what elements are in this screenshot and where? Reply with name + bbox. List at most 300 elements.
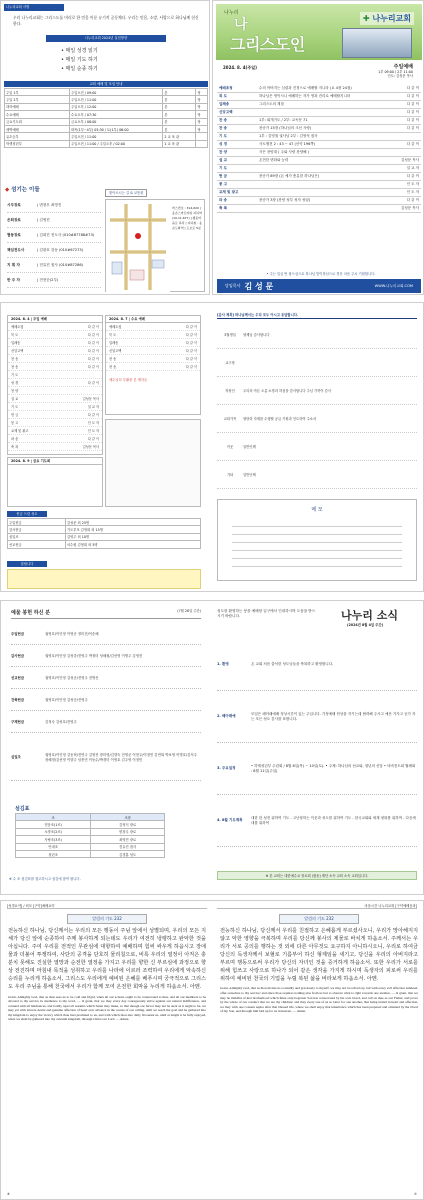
thanks-text: 우리의 아픈 오름 소망과 하심을 감사합니다 주님 가까이 감사 (243, 389, 332, 393)
news-key: 2. 헤아래예 (217, 714, 236, 718)
vision-item: • 매일 순종 하기 (61, 66, 98, 72)
order-key: 예배초청 (219, 86, 233, 90)
mini-who: 다 같 이 (185, 341, 197, 345)
mini-key: 찬 송 (11, 357, 19, 361)
thanks-key: 교회가족 (223, 417, 237, 421)
order-key: 기 도 (219, 166, 227, 170)
mini-who: 다 같 이 (87, 365, 99, 369)
prayer-korean-right: 전능하신 하나님, 당신께서 우리를 친절하고 은혜롭게 부르셨사오니, 우리가 망아해지지 않고 악한 영향을 극복하며 우리를 당신께 봉사의 제물로 바치게 하옵소서. 주께서는 우리가 서로 공의를 행하는 것 외에 다른 아무것도 요구하지 아니하시오니, 우리로 하여금 당신의 독생자께서 보혈로 기름부어 하신 형제임을 새기고, 당신을 우리의 아버지라고 부르며 행동으로써 우리가 당신의 자녀인 것을 증거하게 하옵소서. 또한 우리가 서로를 위해 힘쓰고 사랑으로 하나가 되어 같은 생각을 가지게 하시며 독생자의 피로써 우리를 위하여 예비된 천국의 기업을 누릴 복된 삶을 바라보게 하옵소서. 아멘. (220, 928, 418, 983)
fri-head: 2024. 8. 9 | 금요 기도회 (8, 458, 102, 465)
mini-key: 찬 양 (11, 389, 19, 393)
staff-names: | 전현순(2부) (37, 277, 59, 282)
schedule-cell: 유초등부 (5, 133, 70, 140)
mini-order-row (106, 355, 200, 363)
mini-key: 예배초청 (109, 325, 122, 329)
schedule-cell: 본 (163, 118, 196, 125)
mini-who: 인 도 자 (87, 429, 99, 433)
website-link[interactable]: WWW.나누리교회.COM (374, 283, 413, 288)
prayer-title-right: 알림의 기도 232 (279, 914, 359, 924)
news-date: (2024년 8월 4일 주간) (347, 623, 384, 627)
order-who: 다 같 이 (406, 110, 419, 114)
mini-order-row (8, 339, 102, 347)
order-content: 찬송가 89장 (돈 예가 충분한 하나님은) (259, 174, 320, 178)
gifts-date: (7월 28일 주간) (177, 609, 201, 613)
extra-box (105, 419, 201, 507)
order-row (217, 197, 421, 205)
news-row (217, 795, 417, 847)
schedule-cell: 당 (196, 96, 208, 103)
mini-order-row (8, 419, 102, 427)
serve-cell: 전유진 집사 (91, 843, 165, 850)
news-key: 1. 환영 (217, 662, 229, 666)
staff-role: 책임전도사 (7, 247, 25, 252)
schedule-row (5, 133, 208, 140)
schedule-cell: 당 (196, 103, 208, 110)
schedule-cell: 화목(1부~4부) 05:30 / 토(1부) 06:00 (69, 125, 162, 132)
mini-who: 김성문 목사 (82, 445, 99, 449)
order-key: 봉 고 (219, 182, 227, 186)
order-key: 교제 및 광고 (219, 190, 239, 194)
gift-type: 주일헌금 (11, 632, 25, 636)
order-key: 기 도 (219, 134, 227, 138)
mini-order-row (8, 363, 102, 371)
mini-order-row (8, 355, 102, 363)
wednesday-service-box (105, 315, 201, 415)
schedule-cell: 본 (163, 89, 196, 96)
offering-table (7, 518, 201, 549)
mission-title: 나누리교회 사명 (4, 4, 64, 11)
serve-cell: 변창우 장로 (91, 828, 165, 835)
order-row (217, 125, 421, 133)
schedule-table (4, 88, 208, 148)
mini-key: 묵 도 (109, 333, 117, 337)
staff-role: 반 주 자 (7, 277, 20, 282)
staff-row (7, 213, 101, 228)
order-key: 묵 도 (219, 94, 227, 98)
mini-who: 김성문 목사 (82, 397, 99, 401)
news-footer-note: ※ 본 교회는 대한예수교 장로회 (합동) 제단 소속 교회 소속 교회입니다. (217, 871, 417, 880)
schedule-cell: 당 (196, 111, 208, 118)
order-row (217, 189, 421, 197)
schedule-cell: 금요오후 / 08:00 (69, 118, 162, 125)
schedule-cell: 수요오후 / 07:30 (69, 111, 162, 118)
thanks-row (217, 405, 417, 433)
thanks-text: 일반인께 (243, 445, 256, 449)
news-heading: 나누리 소식 (341, 609, 398, 622)
mini-order-row (8, 435, 102, 443)
gifts-title: 예물 봉헌 하신 분 (11, 610, 51, 616)
bulletin-page-inner-1 (0, 302, 424, 592)
offer-names: 김성문 외 25명 (65, 519, 200, 526)
schedule-cell: 본 (163, 111, 196, 118)
sermon-title: 예수님의 부활을 본 제자들 (109, 378, 148, 382)
staff-names: | 김광호 강동 (010#67273) (37, 247, 84, 252)
order-row (217, 85, 421, 93)
thanks-text: 형제님 감사합니다 (243, 333, 270, 337)
order-key: 신앙고백 (219, 110, 233, 114)
news-row (217, 639, 417, 691)
mini-order-row (106, 347, 200, 355)
thanks-key: 교구장 (225, 361, 235, 365)
mini-who: 다 같 이 (87, 341, 99, 345)
page-number-right: ① (414, 1191, 417, 1196)
mini-order-row (8, 347, 102, 355)
gift-type: 건축헌금 (11, 698, 25, 702)
gift-row (11, 711, 201, 733)
cover-banner (216, 4, 422, 60)
prayer-left-top: [성경요약] / 외모 [구약]예배요약 (7, 904, 207, 909)
order-who: 인 도 자 (406, 182, 419, 186)
mini-order-row (8, 395, 102, 403)
staff-row (7, 258, 101, 273)
notice-title: 알립니다 (7, 561, 47, 567)
order-row (217, 149, 421, 157)
order-key: 성 경 (219, 142, 227, 146)
service-times: 1부 09:00 / 2부 11:00 (378, 70, 413, 74)
schedule-row (5, 118, 208, 125)
staff-row (7, 198, 101, 213)
schedule-cell: 주일오전 / 11:00 (69, 96, 162, 103)
service-label: 주일예배 (393, 64, 413, 70)
schedule-cell: 수요예배 (5, 111, 70, 118)
vision-list (61, 47, 161, 74)
mini-key: 묵 도 (11, 333, 19, 337)
serve-cell: 소망조(2조) (16, 828, 91, 835)
mini-key: 기 도 (11, 405, 19, 409)
schedule-cell: 주일 1부 (5, 89, 70, 96)
order-row (217, 93, 421, 101)
offer-title: 헌금 드린 성도 (7, 511, 47, 517)
serve-head-cell: 조 (16, 814, 91, 821)
mini-order-row (106, 323, 200, 331)
order-row (217, 205, 421, 213)
prayer-english-left: Grant, Almighty God, that as thou sees us to be cold and frigid, when all our actions ought to be consecrated to thee, and all our members to be devoted to thy service in obedience to thy word, — O grant, that we may every day courageously strive against our natural indifference, and contend with all hindrances, and boldly repel all assaults which Satan may make, so that though our fervor may not be such as it ought to be, we may yet with sincere desire and genuine affection of heart ever advance in the course of our calling, until we reach the goal and be gathered into thy kingdom to enjoy the victory which thou hast promised to us, and with which thou also daily favourest us, until at length it be fully enjoyed, when we shall be gathered into thy celestial kingdom, through Christ our Lord. — Amen. (8, 994, 206, 1022)
mini-key: 예배초청 (11, 325, 24, 329)
order-key: 축 복 (219, 206, 227, 210)
serve-head-row (16, 814, 165, 821)
schedule-cell: 주일오전 / 11:00 / 주일오후 / 02:00 (69, 140, 162, 147)
serve-row (16, 821, 165, 828)
thanks-row (217, 349, 417, 377)
order-content: 1부: 회개기도 / 2부: 교독문 71 (259, 118, 308, 122)
mini-order-row (8, 387, 102, 395)
news-text: • 하계성년부 수련회 / 8월 8일(목) ~ 10일(토). • 주제: 하나님의 선교와, 청년의 신앙 • 낙비전도회 월례회 : 8월 11일(주일) (251, 763, 416, 773)
staff-list (7, 198, 101, 288)
schedule-cell: 금요기도회 (5, 118, 70, 125)
vision-title: 나누리교회 2024년 실천방향 (46, 35, 166, 42)
mini-key: 찬 송 (109, 365, 117, 369)
sunday-service-box (7, 315, 103, 455)
gift-list (11, 623, 201, 781)
mini-order-row (8, 331, 102, 339)
closing-note: • 주는 일곱 번 참으심으로 하나님 맞이하심으로 경운 마음 주시 기원합니다. (266, 272, 376, 276)
bulletin-page-front-left (0, 0, 210, 295)
offer-type: 주일헌금 (8, 519, 66, 526)
sunday-mini-order (8, 323, 102, 451)
schedule-cell: 주일 2부 (5, 96, 70, 103)
schedule-row (5, 140, 208, 147)
schedule-cell (196, 140, 208, 147)
mini-who: 다 같 이 (87, 437, 99, 441)
page-number-left: ④ (7, 1191, 10, 1196)
order-who: 인 도 자 (406, 190, 419, 194)
order-content: 그리스도의 계절 (259, 102, 284, 106)
serve-table (15, 813, 165, 858)
mini-who: 다 같 이 (185, 365, 197, 369)
mini-who: 다 같 이 (185, 333, 197, 337)
mini-order-row (8, 403, 102, 411)
gift-type: 감사헌금 (11, 654, 25, 658)
order-content: 하나님은 영이시니 예배하는 자가 영과 진리로 예배할지니라 (259, 94, 351, 98)
offer-type: 감사헌금 (8, 526, 66, 533)
map-panel (105, 199, 205, 292)
schedule-cell: 2 교 육 관 (163, 133, 196, 140)
order-content: 찬송가 15장 (하나님의 크신 사랑) (259, 126, 312, 130)
schedule-row (5, 89, 208, 96)
friday-service-box (7, 457, 103, 507)
schedule-cell: 주일오후 / 12:00 (69, 103, 162, 110)
mini-order-row (8, 379, 102, 387)
thanks-list (217, 321, 417, 489)
staff-role: 협동장로 (7, 232, 21, 237)
serve-cell: 안내조 (16, 843, 91, 850)
order-row (217, 117, 421, 125)
order-content: 찬송가 3장 (찬양 성부 성자 성령) (259, 198, 311, 202)
schedule-row (5, 111, 208, 118)
mini-who: 다 같 이 (87, 333, 99, 337)
serve-cell: 최영진 장로 (91, 836, 165, 843)
news-key: 4. 8월 기도제목 (217, 818, 243, 822)
map-info: 버스번호 : 314,620 | 송촌스마트타워 지하역 (10,11,677) | 행운마을로 하차 | 지하철 : 송촌도화역 | 도보로 5분 (172, 206, 202, 231)
order-content: 수의 아버지는 심령과 진정으로 예배할 지니라 (요 4장 24절) (259, 86, 352, 90)
mini-order-row (8, 443, 102, 451)
news-text: 온 교회 처음 출석한 성도님들을 축복하고 환영합니다. (251, 662, 334, 666)
wed-head: 2024. 8. 7 | 수요 예배 (106, 316, 200, 323)
prayer-title-left: 알림의 기도 232 (67, 914, 147, 924)
mini-order-row (8, 427, 102, 435)
serve-row (16, 843, 165, 850)
mini-key: 찬 송 (11, 365, 19, 369)
vision-item: • 매일 기도 하기 (61, 57, 98, 63)
mini-who: 다 같 이 (185, 325, 197, 329)
gift-type: 구제헌금 (11, 720, 25, 724)
banner-title-na: 나 (234, 17, 248, 33)
mini-who: 설 교 자 (87, 405, 99, 409)
order-key: 헌 금 (219, 174, 227, 178)
serve-row (16, 850, 165, 857)
bulletin-page-inner-2 (0, 600, 424, 895)
mini-key: 찬 송 (109, 357, 117, 361)
mini-key: 파 송 (11, 437, 19, 441)
order-row (217, 109, 421, 117)
pastor-label: 담임목사 (225, 283, 241, 288)
mini-order-row (106, 363, 200, 371)
staff-names: | 전유진 집사 (010#87286) (37, 262, 84, 267)
mini-key: 입례송 (11, 341, 21, 345)
gift-type: 선교헌금 (11, 676, 25, 680)
order-row (217, 165, 421, 173)
serve-cell: 믿음조(1조) (16, 821, 91, 828)
mini-order-row (8, 371, 102, 379)
mini-key: 축 복 (11, 445, 19, 449)
order-who: 김성문 목사 (400, 206, 419, 210)
gift-row (11, 733, 201, 781)
schedule-title: 교회 예배 및 모임 안내 (4, 81, 208, 87)
schedule-cell: 당 (196, 118, 208, 125)
gift-type: 십일조 (11, 755, 21, 759)
church-logo-icon: ✚ (362, 14, 370, 23)
order-who: 다 같 이 (406, 118, 419, 122)
mini-key: 신앙고백 (11, 349, 24, 353)
schedule-row (5, 96, 208, 103)
gift-names: 권영호/이인영 김성준/전영주 (45, 698, 88, 702)
service-date: 2024. 8. 4(주일) (223, 65, 257, 70)
mini-key: 신앙고백 (109, 349, 122, 353)
serve-row (16, 836, 165, 843)
thanks-row (217, 433, 417, 461)
staff-role: 은퇴장로 (7, 217, 21, 222)
memo-box (217, 499, 417, 581)
mini-who: 다 같 이 (185, 349, 197, 353)
offer-row (8, 526, 201, 533)
church-location-map (106, 200, 170, 292)
order-who: 다 같 이 (406, 86, 419, 90)
gift-names: 권영호/이인영 김성준/전영주 전명신 (45, 676, 99, 680)
thanks-key: 이웃 (226, 445, 234, 449)
mini-who: 다 같 이 (87, 325, 99, 329)
staff-title-text: 섬기는 이들 (11, 187, 40, 193)
news-key: 3. 주요일정 (217, 766, 236, 770)
thanks-key: 기타 (226, 473, 234, 477)
order-who: 설 교 자 (406, 166, 419, 170)
order-row (217, 141, 421, 149)
heart-icon: ◆ (5, 187, 10, 193)
staff-role: 시무장로 (7, 202, 21, 207)
gift-names: 권영호/이인영 김동혁/전연주 김영진 장미영/김향숙 전영준 이현주/이정민 김연희 박보영 이명호/김석주 장혜정/김선영 이향주 임종민 이동수/박경미 이영호 김주영 이정민 (45, 752, 197, 762)
order-who: 다 같 이 (406, 142, 419, 146)
offer-names: 김영주 외 10명 (65, 533, 200, 540)
order-who: 다 같 이 (406, 174, 419, 178)
mini-order-row (8, 411, 102, 419)
mini-who: 다 같 이 (185, 357, 197, 361)
schedule-cell: 학생청년부 (5, 140, 70, 147)
news-intro: 성도를 환영하는 봉을 예배당 입구에서 인내하시며 도움을 받으시기 바랍니다. (217, 609, 316, 618)
pastor-footer (217, 279, 421, 293)
wed-mini-order (106, 323, 200, 371)
vision-item: • 매일 성경 읽기 (61, 48, 98, 54)
pastor-name: 김 성 문 (244, 281, 274, 291)
mini-key: 헌 금 (11, 413, 19, 417)
church-pin-icon (135, 233, 141, 239)
schedule-cell: 1 교 육 관 (163, 140, 196, 147)
service-leader: 인도: 김성문 목사 (387, 74, 413, 79)
schedule-cell: 주일오전 / 11:00 (69, 133, 162, 140)
banner-title-main: 그리스도인 (230, 35, 305, 54)
thanks-key: 3월생일 (224, 333, 236, 337)
church-logo (360, 12, 414, 25)
thanks-row (217, 461, 417, 489)
mini-who: 인 도 자 (87, 421, 99, 425)
thanks-head: [감사 제목] 하나님께서는 우리 모두 아시고 응답합니다. (217, 313, 417, 319)
news-text: 대한 한 성전 위하여 기도 - 고난당하는 이웃과 성도를 위하여 기도 - 한국교회와 세계 평화를 위하여 - 다음세대를 위하여 (251, 815, 416, 825)
bulletin-page-prayers (0, 900, 424, 1200)
prayer-right-top: 마음시간 나누리교회 [구약예배음과] (217, 904, 417, 909)
worship-order (217, 85, 421, 213)
staff-row (7, 243, 101, 258)
offer-type: 선교헌금 (8, 541, 66, 548)
mini-key: 설 교 (11, 397, 19, 401)
schedule-cell: 당 (196, 125, 208, 132)
order-content: 사도행전 2 : 43 ~ 47 (신약 196쪽) (259, 142, 316, 146)
offer-row (8, 533, 201, 540)
serve-cell: 김영식 장로 (91, 821, 165, 828)
offer-names: 서수원 김영희 외 5명 (65, 541, 200, 548)
prayer-korean-left: 전능하신 하나님, 당신께서는 우리의 모든 행동이 주님 앞에서 성별되며, 우리의 모든 지체가 당신 앞에 순종하여 주께 봉사하게 되는데도 우리가 여전히 냉랭하고 완악한 것을 아십니다. 주여 우리를 전적인 무관심에 대항하여 예배하며 힘써 싸우게 하옵시고 장애물과 더불어 투쟁하여, 사단의 공격을 단호히 물리칠으로, 비록 우리의 열정이 아직은 충분치 못해도 진실한 열망과 순전한 열정을 가지고 우리를 향한 신 부르심에 과정으로 향상 전진하며 마침내 목적을 성취하고 우리를 나라에 이르러 조력하여 우리에게 악속하신 승리를 누리게 하옵소서, 그리스도 우리에게 예비된 은혜를 베푸시며 궁극적으로 그리스도 우리 주님을 통해 천국에서 우리가 함께 모여 온전한 회막을 누리게 하옵소서. 아멘. (8, 928, 206, 991)
schedule-cell: 새벽예배 (5, 125, 70, 132)
order-row (217, 181, 421, 189)
staff-role: 지 휘 자 (7, 262, 20, 267)
order-row (217, 101, 421, 109)
order-row (217, 157, 421, 165)
banner-logo-small: 나누리 (224, 10, 239, 16)
schedule-cell: 본 (163, 125, 196, 132)
thanks-row (217, 377, 417, 405)
news-text: 모임은 헤아래예배 정상시간이 있는 주입니다. 가정예배 헌상을 지키는데 협력해 주시고 예산 가지고 공가 자는 모든 성도 감사를 표합니다. (251, 711, 416, 721)
staff-names: | 김영진 (37, 217, 50, 222)
service-week (378, 63, 413, 79)
gifts-header (11, 609, 201, 619)
mini-key: 입례송 (109, 341, 119, 345)
news-list (217, 639, 417, 847)
mission-text: 우리 나누리교회는 그리스도를 머리로 한 믿음 이룬 유기적 공동체다. 우리는 믿음, 소망, 사랑으로 하나님께 헌신한다. (13, 15, 199, 27)
prayer-english-right: Grant, Almighty God, that as thou invites us so kindly and graciously to thyself, we may not be refractory, but with every evil affection subdued, offer ourselves to thy service: and since thou requires nothing else from us but to observe what is right towards one another, — O grant, that we may be mindful of that brotherhood which thine only-begotten Son has consecrated by his own blood, and call on thee as our Father, and prove by the whole of our conduct that we are thy children: and may every one of us so labor for one another, that being united in heart and affection, we may with one consent aspire after that blessed life, where we shall enjoy that inheritance which has been prepared and obtained by the blood of thy Son, and through him laid up for us in heaven. — Amen. (220, 986, 418, 1014)
serve-row (16, 828, 165, 835)
schedule-cell: 주일오전 / 09:00 (69, 89, 162, 96)
order-who: 김성문 목사 (400, 158, 419, 162)
news-row (217, 743, 417, 795)
mini-who: 다 같 이 (87, 349, 99, 353)
serve-cell: 사랑조(3조) (16, 836, 91, 843)
order-content: 사은 찬양대 ( 주와 사랑 찬양해 ) (259, 150, 309, 154)
news-row (217, 691, 417, 743)
offer-row (8, 519, 201, 526)
order-key: 찬 양 (219, 150, 227, 154)
mini-order-row (106, 331, 200, 339)
order-row (217, 133, 421, 141)
schedule-cell: 대학예배 (5, 103, 70, 110)
gift-row (11, 645, 201, 667)
serve-title: 섬김표 (15, 806, 30, 812)
offer-row (8, 541, 201, 548)
notice-box (7, 569, 201, 589)
map-title: 찾아오시는 길 & 교통편 (105, 189, 147, 197)
schedule-row (5, 125, 208, 132)
sunday-head: 2024. 8. 4 | 주일 예배 (8, 316, 102, 323)
mini-order-row (8, 323, 102, 331)
schedule-row (5, 103, 208, 110)
mini-who: 다 같 이 (87, 357, 99, 361)
staff-names: | 변창우 최영진 (37, 202, 62, 207)
gift-row (11, 689, 201, 711)
order-who: 다 같 이 (406, 102, 419, 106)
thanks-row (217, 321, 417, 349)
church-name: 나누리교회 (372, 14, 411, 23)
order-key: 입례송 (219, 102, 230, 106)
order-key: 파 송 (219, 198, 227, 202)
mini-who: 다 같 이 (87, 381, 99, 385)
memo-label: 메 모 (311, 507, 323, 513)
mini-key: 봉 고 (11, 421, 19, 425)
